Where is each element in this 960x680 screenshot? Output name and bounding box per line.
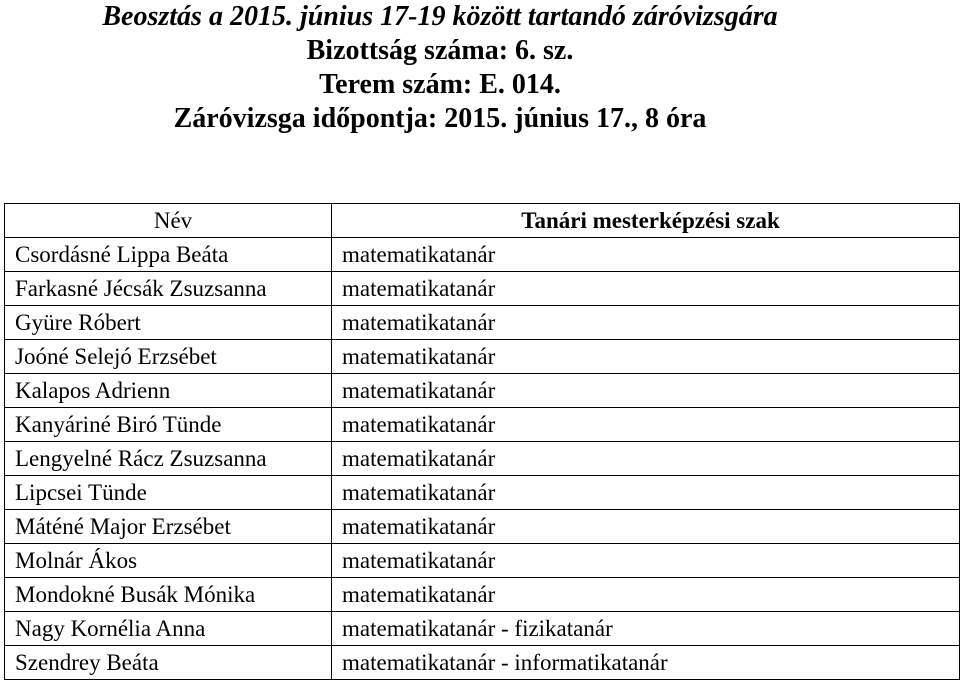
student-name-cell: Joóné Selejó Erzsébet: [5, 340, 332, 374]
student-name-cell: Gyüre Róbert: [5, 306, 332, 340]
table-header-row: [5, 204, 960, 238]
table-row: [5, 340, 960, 374]
major-cell: matematikatanár: [332, 408, 960, 442]
table-row: [5, 306, 960, 340]
major-cell: matematikatanár: [332, 442, 960, 476]
committee-number: Bizottság száma: 6. sz.: [306, 35, 574, 66]
room-number: Terem szám: E. 014.: [319, 69, 561, 100]
table-body: [5, 238, 960, 680]
student-name-cell: Lengyelné Rácz Zsuzsanna: [5, 442, 332, 476]
table-row: [5, 238, 960, 272]
student-name-cell: Farkasné Jécsák Zsuzsanna: [5, 272, 332, 306]
student-name-cell: Molnár Ákos: [5, 544, 332, 578]
table-row: [5, 612, 960, 646]
table-row: [5, 510, 960, 544]
exam-datetime: Záróvizsga időpontja: 2015. június 17., 8 óra: [173, 103, 707, 134]
column-header-name: Név: [5, 204, 332, 238]
table-row: [5, 476, 960, 510]
major-cell: matematikatanár: [332, 340, 960, 374]
student-name-cell: Szendrey Beáta: [5, 646, 332, 680]
major-cell: matematikatanár: [332, 578, 960, 612]
table-row: [5, 578, 960, 612]
assignment-table: [4, 203, 960, 680]
major-cell: matematikatanár: [332, 544, 960, 578]
major-cell: matematikatanár: [332, 306, 960, 340]
table-row: [5, 272, 960, 306]
major-cell: matematikatanár: [332, 272, 960, 306]
student-name-cell: Kalapos Adrienn: [5, 374, 332, 408]
major-cell: matematikatanár: [332, 476, 960, 510]
document-header: [0, 0, 880, 136]
column-header-major: Tanári mesterképzési szak: [332, 204, 960, 238]
major-cell: matematikatanár - fizikatanár: [332, 612, 960, 646]
student-name-cell: Nagy Kornélia Anna: [5, 612, 332, 646]
major-cell: matematikatanár - informatikatanár: [332, 646, 960, 680]
table-row: [5, 408, 960, 442]
table-row: [5, 646, 960, 680]
table-row: [5, 442, 960, 476]
student-name-cell: Kanyáriné Biró Tünde: [5, 408, 332, 442]
document-title: Beosztás a 2015. június 17-19 között tartandó záróvizsgára: [102, 1, 778, 32]
student-name-cell: Csordásné Lippa Beáta: [5, 238, 332, 272]
table-row: [5, 374, 960, 408]
major-cell: matematikatanár: [332, 374, 960, 408]
student-name-cell: Lipcsei Tünde: [5, 476, 332, 510]
major-cell: matematikatanár: [332, 510, 960, 544]
major-cell: matematikatanár: [332, 238, 960, 272]
table-row: [5, 544, 960, 578]
student-name-cell: Mondokné Busák Mónika: [5, 578, 332, 612]
student-name-cell: Máténé Major Erzsébet: [5, 510, 332, 544]
